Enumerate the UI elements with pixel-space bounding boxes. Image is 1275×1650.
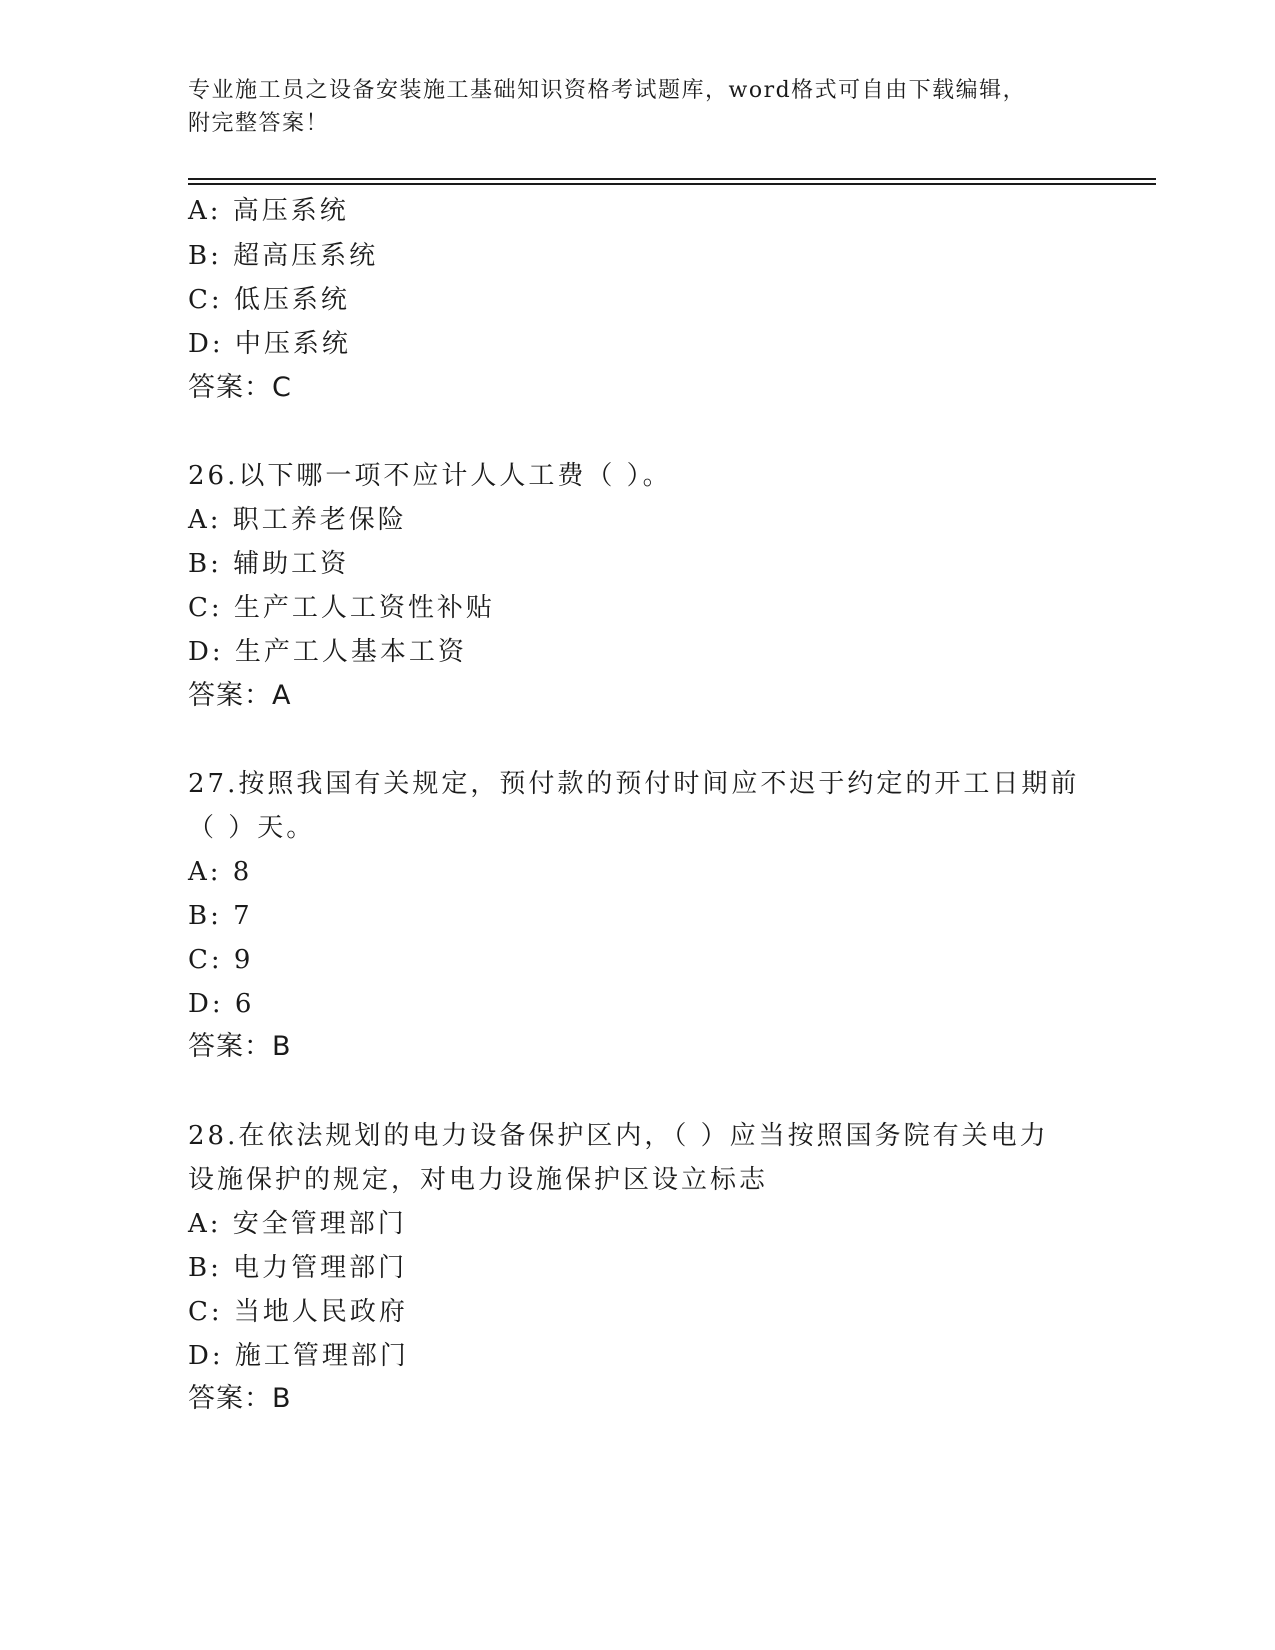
header-rule-top [188, 178, 1156, 180]
header-rule-bottom [188, 183, 1156, 185]
q25-option-b: B: 超高压系统 [188, 241, 379, 271]
q28-option-a: A: 安全管理部门 [188, 1209, 407, 1239]
header-line-1: 专业施工员之设备安装施工基础知识资格考试题库，word格式可自由下载编辑， [188, 78, 1027, 103]
q28-answer: 答案：B [188, 1383, 292, 1414]
q28-option-c: C: 当地人民政府 [188, 1297, 408, 1327]
q25-option-c: C: 低压系统 [188, 285, 350, 315]
q26-stem: 26.以下哪一项不应计人人工费（ ）。 [188, 461, 672, 491]
q28-stem-line-1: 28.在依法规划的电力设备保护区内，（ ）应当按照国务院有关电力 [188, 1121, 1049, 1151]
q25-option-d: D: 中压系统 [188, 329, 351, 359]
q27-option-c: C: 9 [188, 945, 254, 975]
q27-stem-line-2: （ ）天。 [188, 813, 316, 843]
q26-option-a: A: 职工养老保险 [188, 505, 407, 535]
q27-answer: 答案：B [188, 1031, 292, 1062]
q28-option-b: B: 电力管理部门 [188, 1253, 408, 1283]
document-header [188, 74, 1088, 140]
q25-option-a: A: 高压系统 [188, 196, 349, 226]
header-line-2: 附完整答案！ [188, 111, 330, 136]
q27-option-a: A: 8 [188, 857, 253, 887]
q25-answer: 答案：C [188, 372, 292, 403]
q26-option-c: C: 生产工人工资性补贴 [188, 593, 495, 623]
q28-stem-line-2: 设施保护的规定，对电力设施保护区设立标志 [188, 1165, 769, 1195]
q27-stem-line-1: 27.按照我国有关规定，预付款的预付时间应不迟于约定的开工日期前 [188, 769, 1080, 799]
q26-option-d: D: 生产工人基本工资 [188, 637, 467, 667]
q28-option-d: D: 施工管理部门 [188, 1341, 409, 1371]
q26-option-b: B: 辅助工资 [188, 549, 350, 579]
q27-option-d: D: 6 [188, 989, 255, 1019]
q27-option-b: B: 7 [188, 901, 253, 931]
q26-answer: 答案：A [188, 680, 292, 711]
